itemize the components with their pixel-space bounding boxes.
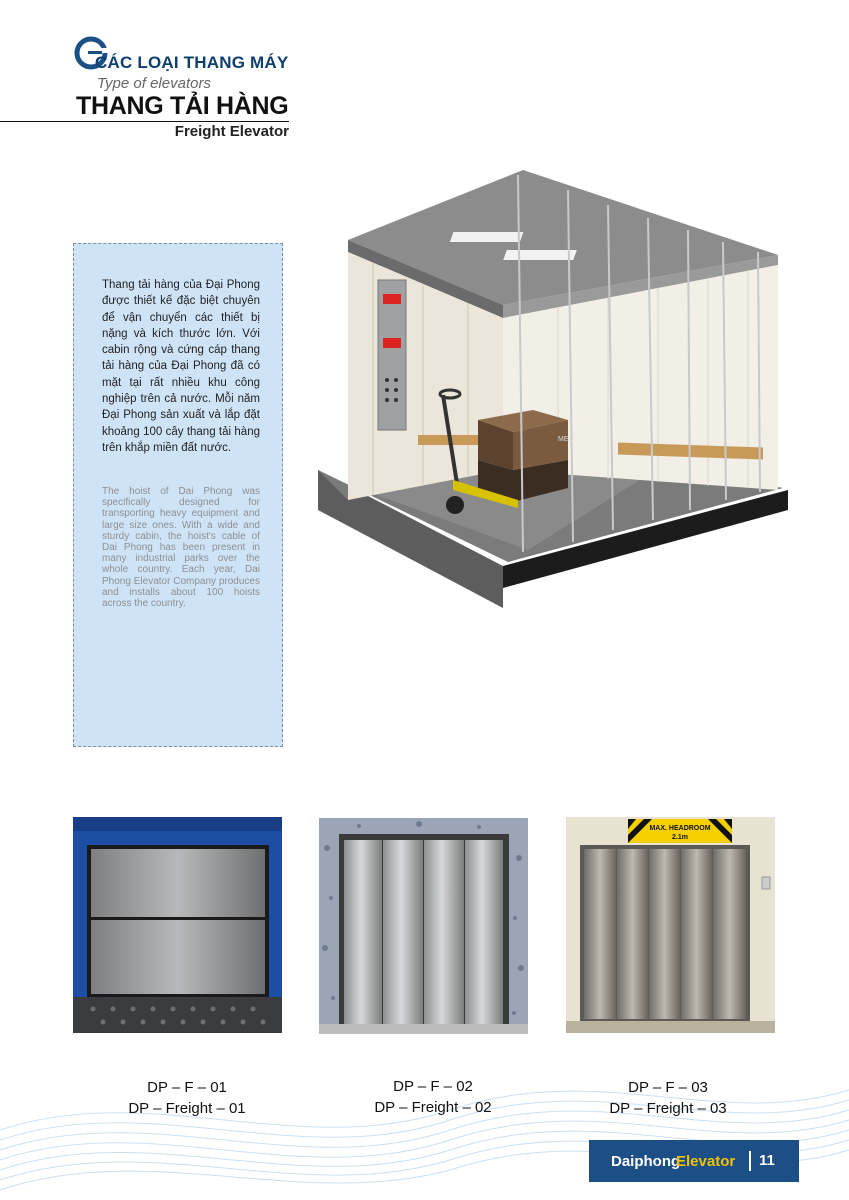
- header-divider: [0, 121, 289, 122]
- freight-cabin-illustration: [318, 170, 788, 615]
- description-box: [73, 243, 283, 747]
- model-caption-2: [318, 1076, 548, 1118]
- photo-dp-f-01: [73, 817, 282, 1033]
- category-title-en: Type of elevators: [97, 75, 211, 92]
- description-vietnamese: Thang tải hàng của Đại Phong được thiết kế đặc biệt chuyên để vận chuyển các thiết bị nặng và kích thước lớn. Với cabin rộng và cứng cáp thang tải hàng của Đại Phong đã có mặt tại rất nhiều khu công nghiệp trên cả nước. Mỗi năm Đại Phong sản xuất và lắp đặt khoảng 100 cây thang tải hàng trên khắp miền đất nước.: [102, 279, 260, 454]
- model-code-3: DP – F – 03: [628, 1079, 708, 1096]
- description-english: The hoist of Dai Phong was specifically designed for transporting heavy equipment and large size ones. With a wide and sturdy cabin, the hoist's cable of Dai Phong has been present in many industrial parks over the whole country. Each year, Dai Phong Elevator Company produces and installs about 100 hoists across the country.: [102, 486, 260, 610]
- model-caption-3: [553, 1077, 783, 1119]
- brand-name-part1: Daiphong: [611, 1153, 681, 1170]
- brand-name-part2: Elevator: [676, 1153, 736, 1170]
- model-name-3: DP – Freight – 03: [609, 1100, 727, 1117]
- category-title-vn: CÁC LOẠI THANG MÁY: [95, 53, 289, 72]
- model-code-1: DP – F – 01: [147, 1079, 227, 1096]
- page-number: 11: [759, 1152, 775, 1169]
- page-title: THANG TẢI HÀNG: [76, 92, 289, 120]
- page-subtitle: Freight Elevator: [174, 123, 289, 140]
- model-code-2: DP – F – 02: [393, 1078, 473, 1095]
- headroom-sign-label: MAX. HEADROOM: [649, 825, 711, 832]
- headroom-sign-value: 2.1m: [672, 834, 688, 841]
- model-caption-1: [72, 1077, 302, 1119]
- model-name-2: DP – Freight – 02: [374, 1099, 492, 1116]
- model-name-1: DP – Freight – 01: [128, 1100, 246, 1117]
- cargo-box-label: MED: [558, 436, 574, 443]
- photo-dp-f-03: [566, 817, 775, 1033]
- brand-separator: [749, 1151, 751, 1171]
- photo-dp-f-02: [319, 818, 528, 1034]
- footer-brand-bar: [589, 1140, 799, 1182]
